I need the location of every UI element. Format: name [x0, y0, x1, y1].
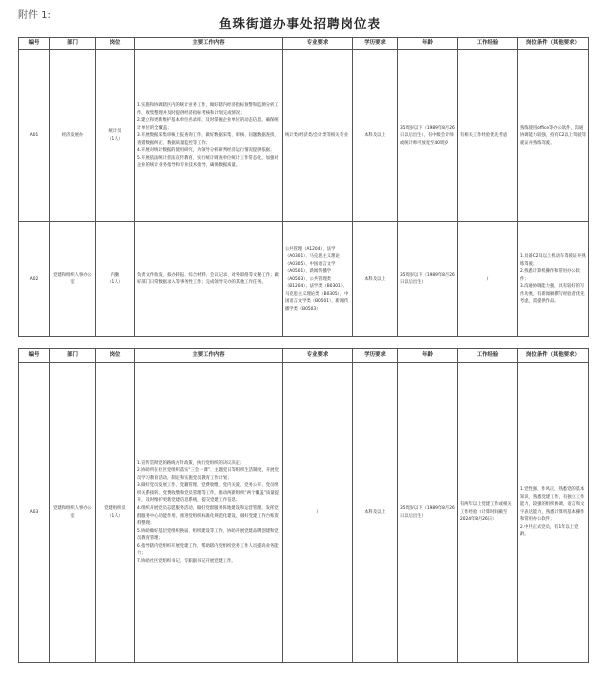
row-major: 统计类/经济类/会计类等相关专业	[283, 50, 353, 222]
col-header-duties: 主要工作内容	[135, 38, 283, 50]
row-id: A02	[19, 222, 50, 337]
col-header-id: 编号	[19, 38, 50, 50]
row-duties: 负责文件收发、拟办转报、综合材料、会议记录、对外联络等文秘工作；做好部门日常数据录入等事务性工作；完成领导交办的其他工作任务。	[135, 222, 283, 337]
row-post: 统计员 （1人）	[96, 50, 135, 222]
table-header-row	[19, 349, 589, 363]
col-header-post: 岗位	[96, 38, 135, 50]
col-header-cond: 岗位条件（其他要求）	[518, 38, 589, 50]
col-header-cond: 岗位条件（其他要求）	[518, 349, 589, 363]
attachment-label: 附件 1:	[18, 10, 51, 21]
col-header-edu: 学历要求	[353, 349, 398, 363]
row-duties: 1.宣传贯彻党的路线方针政策，执行党组织的决议决定； 2.协助所在社区党组织落实“三会一课”、主题党日等组织生活制度，开展党员学习教育活动，制定和实施党员教育工作计划； 3.做好党员发展工作、党籍管理、党费收缴、党内关爱、党务公开、党员组织关系接转、党费收缴和党员管理等工作，推动两新组织“两个覆盖”质量提升，及时维护更新党建信息系统，提交党建工作信息； 4.组织开展党员志愿服务活动，做好党群服务阵地建设和运营管理，发挥党群服务中心功能作用，推进党组织标准化规范化建设，做好党建工作台账资料整理； 5.协助做好基层党组织换届、组织建设等工作，协助开展党建品牌创建和党员教育管理； 6.指导辖内党组织开展党建工作，帮助辖内党组织党务工作人员提高业务能力； 7.协助社区党组织书记、专职副书记开展党建工作。	[135, 363, 283, 663]
row-post: 内勤 （1人）	[96, 222, 135, 337]
jobs-table-page-1	[18, 37, 589, 337]
row-age: 35周岁以下（1989年8月26日以后出生）	[398, 363, 458, 663]
col-header-age: 年龄	[398, 38, 458, 50]
col-header-major: 专业要求	[283, 38, 353, 50]
row-exp: 有两年以上党建工作或相关工作经验（计算时间截至2024年8月26日）	[458, 363, 518, 663]
row-major: /	[283, 363, 353, 663]
col-header-edu: 学历要求	[353, 38, 398, 50]
table-row	[19, 222, 589, 337]
col-header-dept: 部门	[50, 38, 96, 50]
row-exp: 有相关工作经验优先考虑	[458, 50, 518, 222]
row-edu: 本科及以上	[353, 222, 398, 337]
row-age: 35周岁以下（1989年8月26日以后出生）	[398, 222, 458, 337]
row-id: A03	[19, 363, 50, 663]
col-header-duties: 主要工作内容	[135, 349, 283, 363]
table-header-row	[19, 38, 589, 50]
row-age: 35周岁以下（1989年8月26日以后出生），有中级会计师或统计师可放宽至40周岁	[398, 50, 458, 222]
row-duties: 1.实施和协调辖区内的统计业务工作，做好辖内经济指标预警和监测分析工作，收集整理并及时提供经济指标考核和计划完成情况； 2.建立和更新维护基本单位名录库，及时掌握企业单位的动态信息，确保统计单位的全覆盖； 3.开展数据采集审核上报查询工作，做好数据采集、审核、问题数据查找、查错数据纠正、数据质量监控等工作； 4.开展对统计数据的使用研究，为领导分析研判经济运行情况提供依据； 5.开展依法统计普法宣传教育，实行统计调查单位统计工作常态化，加强对企业的统计业务指导和专业技术指导，确保数据质量。	[135, 50, 283, 222]
col-header-id: 编号	[19, 349, 50, 363]
table-row	[19, 363, 589, 663]
col-header-post: 岗位	[96, 349, 135, 363]
jobs-table-page-2	[18, 348, 589, 663]
row-major: 公共管理（A1204）、法学（A0301）、马克思主义理论（A0305）、中国语言文学（A0501）、新闻传播学（A0503）、公共管理类（B1204）、法学类（B0301）、马克思主义理论类（B0305）、中国语言文学类（B0501）、新闻传播学类（B0503）	[283, 222, 353, 337]
page-title: 鱼珠街道办事处招聘岗位表	[218, 16, 381, 31]
col-header-exp: 工作经验	[458, 349, 518, 363]
row-dept: 党建和组织人事办公室	[50, 222, 96, 337]
row-edu: 本科及以上	[353, 363, 398, 663]
row-cond: 1.党性强、作风正，熟悉党的基本知识、熟悉党建工作，有独立工作能力，较强的组织协调、语言和文字表达能力，熟悉计算机基本操作和常用办公软件； 2.中共正式党员，有1年以上党龄。	[518, 363, 589, 663]
row-post: 党建组织员 （1人）	[96, 363, 135, 663]
row-exp: /	[458, 222, 518, 337]
col-header-major: 专业要求	[283, 349, 353, 363]
row-edu: 本科及以上	[353, 50, 398, 222]
col-header-exp: 工作经验	[458, 38, 518, 50]
row-dept: 党建和组织人事办公室	[50, 363, 96, 663]
table-row	[19, 50, 589, 222]
row-cond: 1.具备C2及以上机动车驾驶证并熟练驾驶； 2.熟悉计算机操作和常用办公软件； 3.沟通协调能力强，具有较好的写作功底，有新闻稿撰写经验者优先考虑，需提供作品。	[518, 222, 589, 337]
row-id: A01	[19, 50, 50, 222]
col-header-age: 年龄	[398, 349, 458, 363]
row-cond: 熟练使用office等办公软件，沟通协调能力较强，持有C2以上驾驶驾驶证并熟练驾驶。	[518, 50, 589, 222]
col-header-dept: 部门	[50, 349, 96, 363]
row-dept: 经济发展办	[50, 50, 96, 222]
